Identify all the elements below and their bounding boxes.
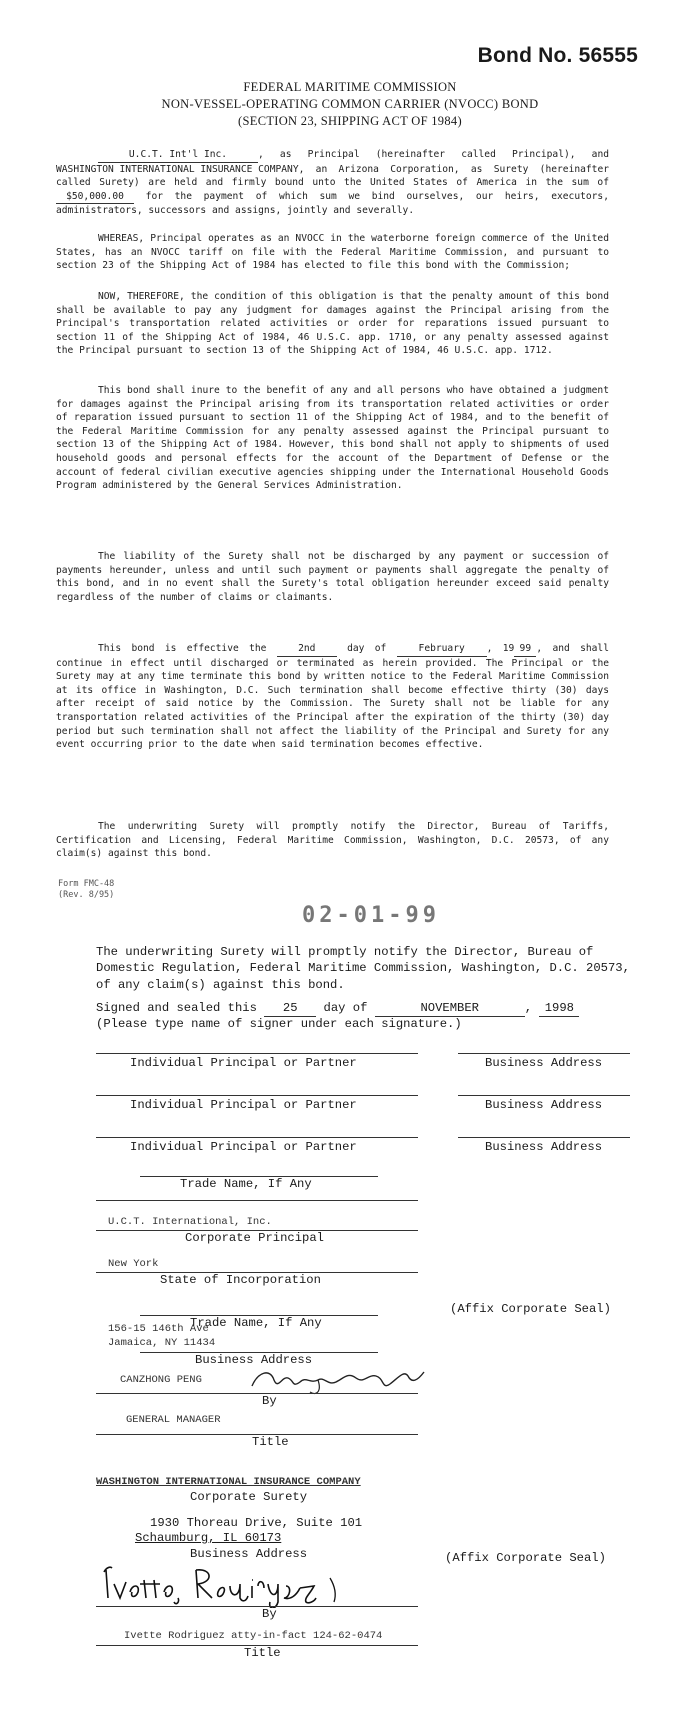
paragraph-notify: The underwriting Surety will promptly notify the Director, Bureau of Tariffs, Certification and Licensing, Federal Maritime Commission, Washington, D.C. 20573, of any claim(s) against this bond. [56, 821, 609, 860]
bond-sum-field: $50,000.00 [56, 190, 134, 205]
separator-line [96, 1200, 418, 1201]
header-agency: FEDERAL MARITIME COMMISSION [243, 80, 457, 94]
corporate-principal-value: U.C.T. International, Inc. [108, 1216, 272, 1228]
paragraph-liability: The liability of the Surety shall not be discharged by any payment or succession of payments hereunder, unless and until such payment or payments shall aggregate the penalty of this bond, and in no event shall the Surety's total obligation hereunder exceed said penalty regardless of the number of claims or claimants. [56, 551, 609, 603]
signature-line [458, 1053, 630, 1054]
signature-line [458, 1137, 630, 1138]
signature-line [96, 1606, 418, 1607]
business-address-label: Business Address [485, 1140, 603, 1154]
form-identifier: Form FMC-48 (Rev. 8/95) [58, 879, 115, 900]
trade-name-label: Trade Name, If Any [180, 1177, 312, 1191]
paragraph-obligation: U.C.T. Int'l Inc. , as Principal (hereinafter called Principal), and WASHINGTON INTERNATIONAL INSURANCE COMPANY, an Arizona Corporation, as Surety (hereinafter called Surety) are held and firmly bound unto the United States of America in the sum of $50,000.00 for the payment of which sum we bind ourselves, our heirs, executors, administrators, successors and assigns, jointly and severally. [56, 149, 609, 217]
business-address-label: Business Address [190, 1547, 308, 1561]
signed-year-field: 1998 [539, 1000, 579, 1017]
surety-name-value: WASHINGTON INTERNATIONAL INSURANCE COMPANY [96, 1476, 361, 1488]
effective-day-field: 2nd [277, 642, 337, 657]
individual-label: Individual Principal or Partner [130, 1098, 357, 1112]
surety-seal-label: (Affix Corporate Seal) [445, 1551, 606, 1565]
paragraph-whereas: WHEREAS, Principal operates as an NVOCC in the waterborne foreign commerce of the United States, has an NVOCC tariff on file with the Federal Maritime Commission, and pursuant to section 23 of the Shipping Act of 1984 has elected to file this bond with the Commission; [56, 233, 609, 272]
corporate-signer-title: GENERAL MANAGER [126, 1414, 221, 1426]
header-bond-title: NON-VESSEL-OPERATING COMMON CARRIER (NVOCC) BOND [161, 97, 539, 111]
corporate-address-line1: 156-15 146th Ave [108, 1323, 209, 1335]
state-label: State of Incorporation [160, 1273, 321, 1287]
corporate-seal-label: (Affix Corporate Seal) [450, 1302, 611, 1316]
header-section: (SECTION 23, SHIPPING ACT OF 1984) [238, 114, 462, 128]
paragraph-inure: This bond shall inure to the benefit of any and all persons who have obtained a judgment for damages against the Principal arising from its transportation related activities or order of reparation issued pursuant to section 11 of the Shipping Act of 1984, and to the benefit of the Federal Maritime Commission for any penalty assessed against the Principal pursuant to section 13 of the Shipping Act of 1984. However, this bond shall not apply to shipments of used household goods and personal effects for the account of the Department of Defense or the account of federal civilian executive agencies shipping under the International Household Goods Program administered by the General Services Administration. [56, 385, 609, 492]
by-label: By [262, 1607, 277, 1621]
typed-notice: The underwriting Surety will promptly notify the Director, Bureau of Domestic Regulation, Federal Maritime Commission, Washington, D.C. 20573, of any claim(s) against this bond. [96, 945, 630, 992]
individual-label: Individual Principal or Partner [130, 1140, 357, 1154]
corporate-surety-label: Corporate Surety [190, 1490, 308, 1504]
date-stamp: 02-01-99 [302, 903, 440, 928]
signed-day-field: 25 [264, 1000, 316, 1017]
corporate-address-line2: Jamaica, NY 11434 [108, 1337, 216, 1349]
title-label: Title [252, 1435, 289, 1449]
business-address-label: Business Address [195, 1353, 313, 1367]
effective-year-field: 99 [514, 642, 536, 657]
paragraph-effective: This bond is effective the 2nd day of February , 19 99 , and shall continue in effect until discharged or terminated as herein provided. The Principal or the Surety may at any time terminate this bond by written notice to the Federal Maritime Commission at its office in Washington, D.C. Such termination shall become effective thirty (30) days after receipt of said notice by the Commission. The Surety shall not be liable for any transportation related activities of the Principal after the expiration of the thirty (30) day period but such termination shall not affect the liability of the Principal and Surety for any event occurring prior to the date when said termination becomes effective. [56, 643, 609, 751]
corporate-signer-name: CANZHONG PENG [120, 1374, 202, 1386]
business-address-label: Business Address [485, 1056, 603, 1070]
signature-line [96, 1095, 418, 1096]
effective-month-field: February [397, 642, 487, 657]
surety-signature [100, 1558, 360, 1608]
signer-instruction: (Please type name of signer under each signature.) [96, 1017, 462, 1031]
signed-month-field: NOVEMBER [375, 1000, 525, 1017]
paragraph-condition: NOW, THEREFORE, the condition of this obligation is that the penalty amount of this bond shall be available to pay any judgment for damages against the Principal arising from the Principal's transportation related activities or order for reparations issued pursuant to section 11 of the Shipping Act of 1984, 46 U.S.C. app. 1710, or any penalty assessed against the Principal pursuant to section 13 of the Shipping Act of 1984, 46 U.S.C. app. 1712. [56, 291, 609, 357]
surety-name: WASHINGTON INTERNATIONAL INSURANCE COMPANY [56, 163, 299, 175]
signature-line [96, 1053, 418, 1054]
signed-sealed-line: Signed and sealed this 25 day of NOVEMBER , 1998 [96, 1000, 630, 1017]
business-address-label: Business Address [485, 1098, 603, 1112]
surety-address-line2: Schaumburg, IL 60173 [135, 1531, 282, 1545]
corporate-principal-label: Corporate Principal [185, 1231, 324, 1245]
by-label: By [262, 1394, 277, 1408]
signature-line [96, 1393, 418, 1394]
principal-name-field: U.C.T. Int'l Inc. [98, 148, 258, 163]
trade-name-label: Trade Name, If Any [190, 1316, 322, 1330]
signature-line [96, 1137, 418, 1138]
signature-line [458, 1095, 630, 1096]
bond-number: Bond No. 56555 [477, 44, 638, 67]
title-label: Title [244, 1646, 281, 1660]
state-value: New York [108, 1258, 159, 1270]
surety-address-line1: 1930 Thoreau Drive, Suite 101 [150, 1516, 363, 1530]
surety-signer-line: Ivette Rodriguez atty-in-fact 124-62-0474 [124, 1630, 383, 1642]
individual-label: Individual Principal or Partner [130, 1056, 357, 1070]
